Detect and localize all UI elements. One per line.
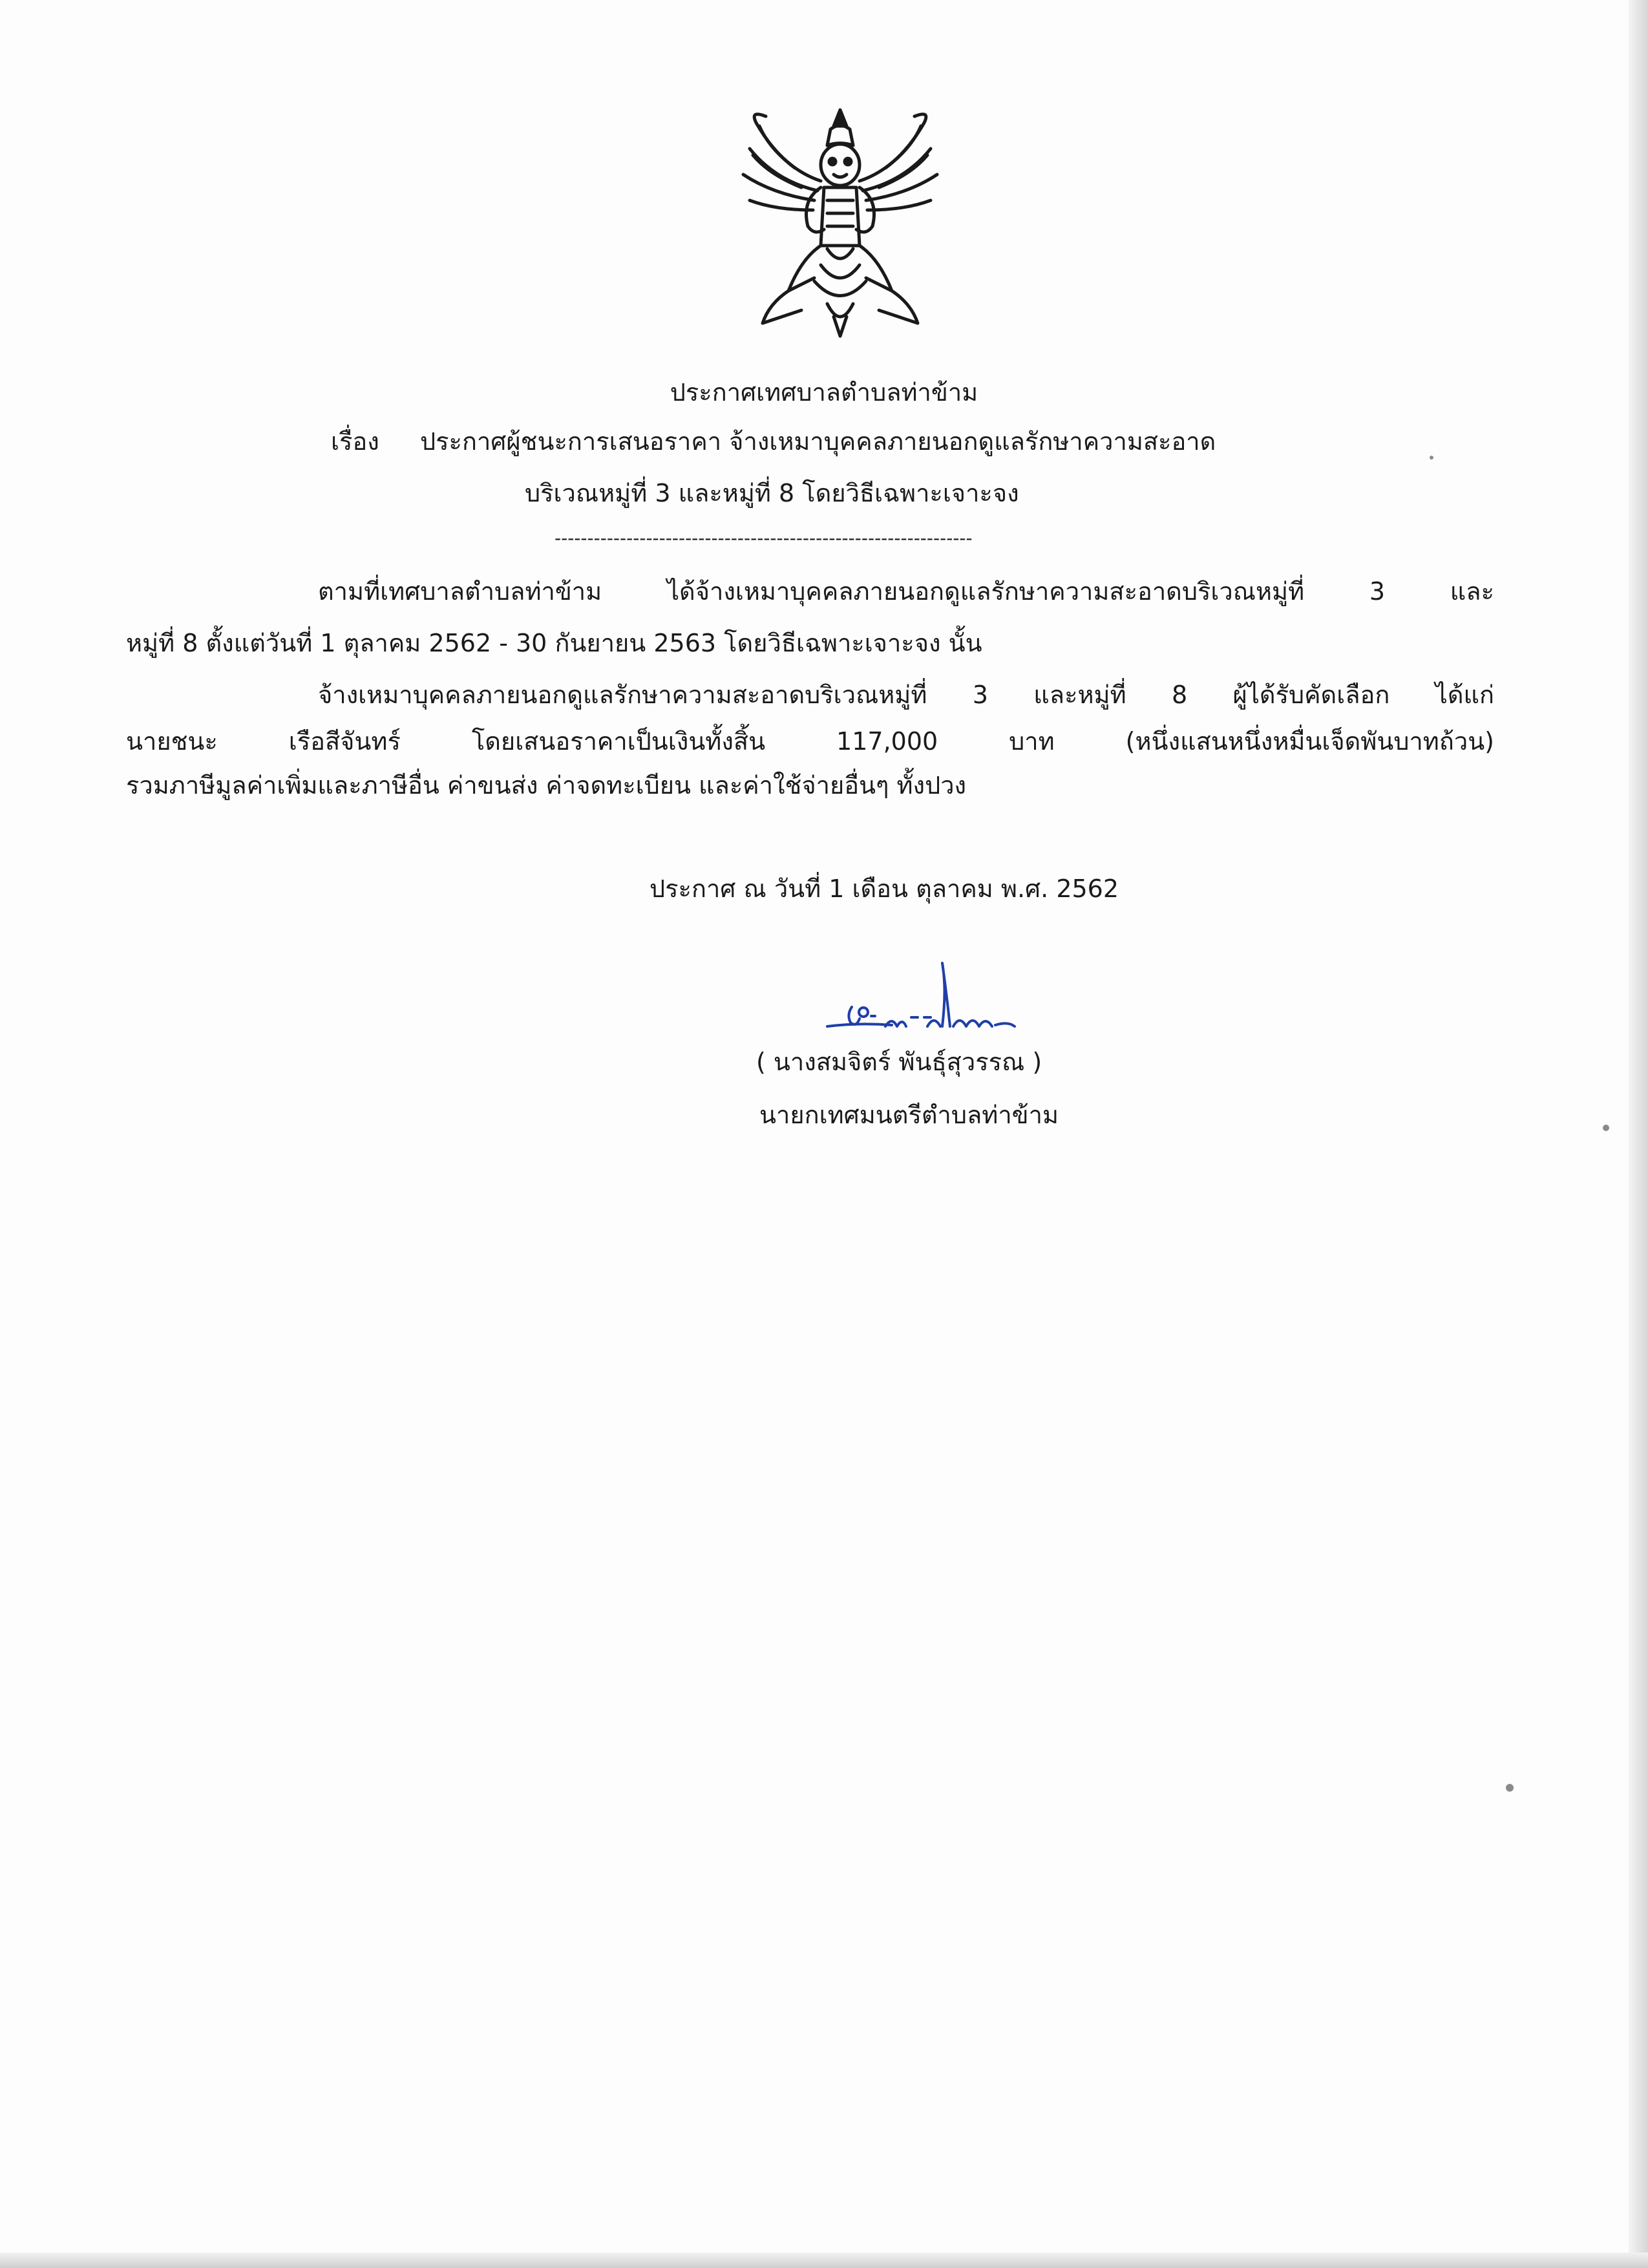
scan-speck [1603,1125,1609,1131]
scan-page-edge [1629,0,1648,2268]
subject-line-1: ประกาศผู้ชนะการเสนอราคา จ้างเหมาบุคคลภายนอกดูแลรักษาความสะอาด [420,427,1216,456]
separator-line: ---------------------------------------------------------------- [555,527,973,549]
para1-line2: หมู่ที่ 8 ตั้งแต่วันที่ 1 ตุลาคม 2562 - 30 กันยายน 2563 โดยวิธีเฉพาะเจาะจง นั้น [126,629,982,657]
signatory-name: ( นางสมจิตร์ พันธุ์สุวรรณ ) [756,1048,1042,1076]
announcement-dateline: ประกาศ ณ วันที่ 1 เดือน ตุลาคม พ.ศ. 2562 [650,874,1119,903]
announcement-title: ประกาศเทศบาลตำบลท่าข้าม [670,378,978,407]
scan-page-edge-bottom [0,2252,1648,2268]
garuda-emblem-icon [730,97,950,343]
para2-line1: จ้างเหมาบุคคลภายนอกดูแลรักษาความสะอาดบริเวณหมู่ที่ 3 และหมู่ที่ 8 ผู้ได้รับคัดเลือก ได้แก่ [318,681,1494,709]
para2-line3: รวมภาษีมูลค่าเพิ่มและภาษีอื่น ค่าขนส่ง ค่าจดทะเบียน และค่าใช้จ่ายอื่นๆ ทั้งปวง [126,771,967,800]
scan-speck [1506,1784,1514,1792]
subject-line-2: บริเวณหมู่ที่ 3 และหมู่ที่ 8 โดยวิธีเฉพาะเจาะจง [525,479,1019,507]
subject-label: เรื่อง [331,427,379,456]
para2-line2: นายชนะ เรือสีจันทร์ โดยเสนอราคาเป็นเงินทั้งสิ้น 117,000 บาท (หนึ่งแสนหนึ่งหมื่นเจ็ดพันบาทถ้วน) [126,727,1494,756]
signatory-position: นายกเทศมนตรีตำบลท่าข้าม [759,1101,1059,1129]
handwritten-signature [821,950,1034,1054]
scan-speck [1430,456,1433,460]
para1-line1: ตามที่เทศบาลตำบลท่าข้าม ได้จ้างเหมาบุคคลภายนอกดูแลรักษาความสะอาดบริเวณหมู่ที่ 3 และ [318,577,1494,606]
